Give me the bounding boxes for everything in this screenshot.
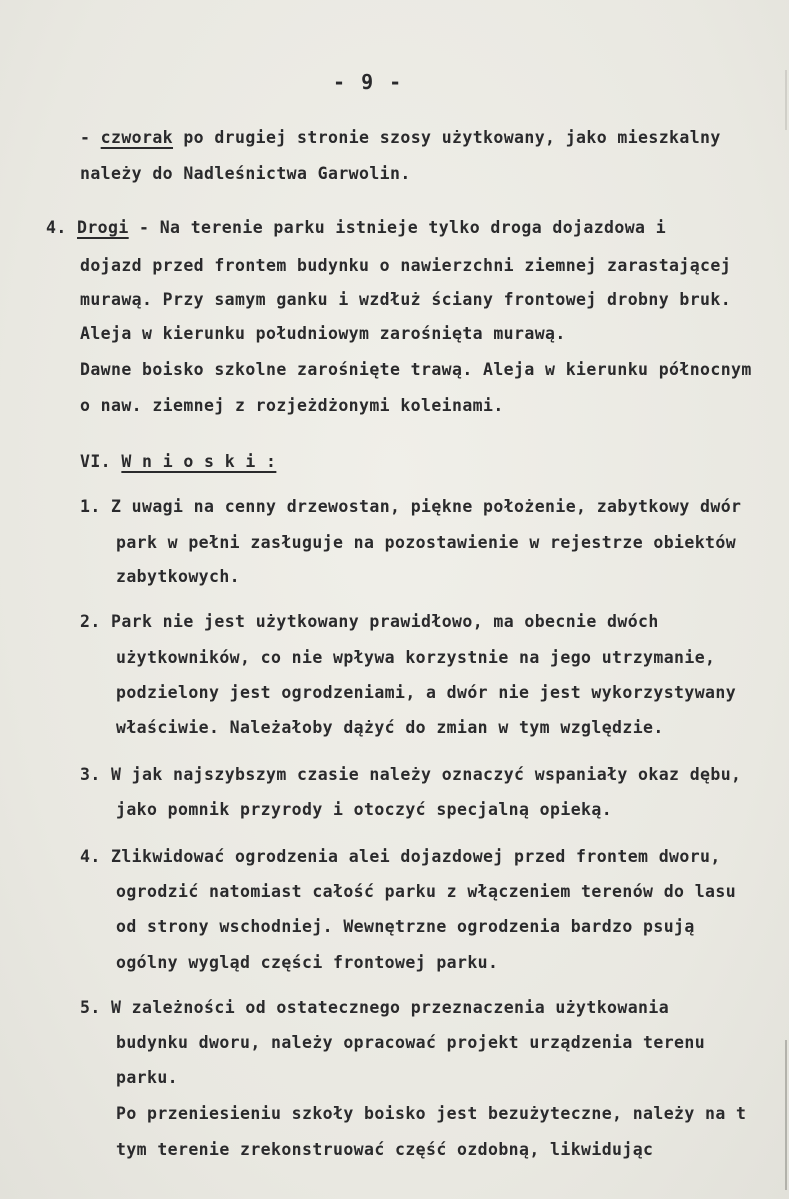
line-text: po drugiej stronie szosy użytkowany, jako mieszkalny (173, 128, 721, 147)
item-number: 3. (80, 765, 101, 784)
item-text: W jak najszybszym czasie należy oznaczyć wspaniały okaz dębu, (111, 765, 742, 784)
paragraph-line: o naw. ziemnej z rozjeżdżonymi koleinami. (80, 396, 504, 415)
scan-edge-mark (785, 1040, 787, 1190)
item-continuation: ogrodzić natomiast całość parku z włączeniem terenów do lasu (116, 882, 737, 901)
item-text: Z uwagi na cenny drzewostan, piękne położenie, zabytkowy dwór (111, 497, 742, 516)
conclusion-item-3 (80, 765, 741, 785)
item-text: Zlikwidować ogrodzenia alei dojazdowej przed frontem dworu, (111, 847, 721, 866)
section-heading (80, 452, 276, 472)
item-continuation: tym terenie zrekonstruować część ozdobną, likwidując (116, 1140, 654, 1159)
item-continuation: parku. (116, 1068, 179, 1087)
underlined-term: czworak (100, 128, 174, 147)
paragraph-line: murawą. Przy samym ganku i wzdłuż ściany frontowej drobny bruk. (80, 290, 732, 309)
paragraph-line: dojazd przed frontem budynku o nawierzchni ziemnej zarastającej (80, 256, 732, 275)
point-number: 4. (46, 218, 67, 237)
paragraph-line: należy do Nadleśnictwa Garwolin. (80, 164, 411, 183)
line-lead: - (80, 128, 101, 147)
item-continuation: zabytkowych. (116, 567, 241, 586)
page-number: - 9 - (333, 70, 404, 94)
conclusion-item-4 (80, 847, 721, 867)
item-number: 2. (80, 612, 101, 631)
item-continuation: park w pełni zasługuje na pozostawienie w rejestrze obiektów (116, 533, 737, 552)
item-continuation: użytkowników, co nie wpływa korzystnie na jego utrzymanie, (116, 648, 716, 667)
conclusion-item-2 (80, 612, 659, 632)
item-text: W zależności od ostatecznego przeznaczenia użytkowania (111, 998, 670, 1017)
section-title: W n i o s k i : (121, 452, 277, 471)
paragraph-line (80, 128, 721, 148)
item-continuation: od strony wschodniej. Wewnętrzne ogrodzenia bardzo psują (116, 917, 695, 936)
point-label: Drogi (77, 218, 129, 237)
item-number: 1. (80, 497, 101, 516)
item-number: 4. (80, 847, 101, 866)
item-continuation: jako pomnik przyrody i otoczyć specjalną opieką. (116, 800, 613, 819)
item-continuation: podzielony jest ogrodzeniami, a dwór nie jest wykorzystywany (116, 683, 737, 702)
point-4-heading (46, 218, 666, 238)
item-text: Park nie jest użytkowany prawidłowo, ma obecnie dwóch (111, 612, 659, 631)
paragraph-line: Aleja w kierunku południowym zarośnięta murawą. (80, 324, 566, 343)
item-continuation: właściwie. Należałoby dążyć do zmian w tym względzie. (116, 718, 664, 737)
item-continuation: budynku dworu, należy opracować projekt urządzenia terenu (116, 1033, 706, 1052)
item-continuation: Po przeniesieniu szkoły boisko jest bezużyteczne, należy na t (116, 1104, 747, 1123)
line-text: - Na terenie parku istnieje tylko droga dojazdowa i (128, 218, 667, 237)
scan-edge-mark (785, 70, 787, 130)
item-continuation: ogólny wygląd części frontowej parku. (116, 953, 499, 972)
conclusion-item-1 (80, 497, 741, 517)
paragraph-line: Dawne boisko szkolne zarośnięte trawą. Aleja w kierunku północnym (80, 360, 752, 379)
conclusion-item-5 (80, 998, 669, 1018)
item-number: 5. (80, 998, 101, 1017)
section-roman: VI. (80, 452, 112, 471)
